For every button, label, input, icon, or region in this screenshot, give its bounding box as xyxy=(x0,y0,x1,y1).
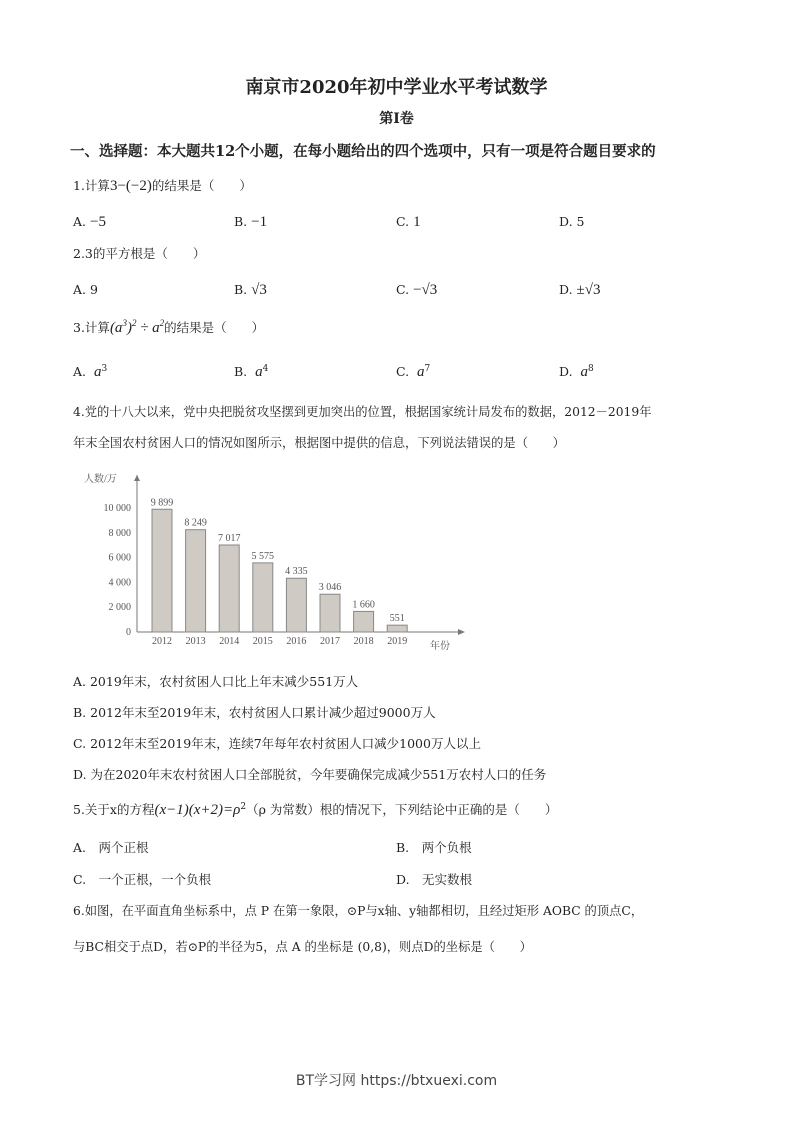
q2-option-b: B. √3 xyxy=(234,282,267,298)
x-axis-arrow xyxy=(458,629,465,635)
bar-value-label: 8 249 xyxy=(184,517,207,529)
q1-option-a: A. −5 xyxy=(73,214,106,230)
bar-2018 xyxy=(354,611,374,632)
question-3: 3.计算$(a^3)^2 \div a^2$的结果是（ ） xyxy=(73,318,265,336)
x-tick-label: 2018 xyxy=(353,636,374,647)
y-tick-label: 0 xyxy=(126,627,131,638)
x-tick-label: 2016 xyxy=(286,636,307,647)
q1-suffix: 的结果是（ ） xyxy=(151,178,252,193)
q2-option-c: C. −√3 xyxy=(396,282,438,298)
bar-2013 xyxy=(186,530,206,632)
y-axis-label: 人数/万 xyxy=(84,474,117,485)
q5-option-a: A. 两个正根 xyxy=(73,840,149,855)
q3-option-b: B. $a^4$ xyxy=(234,364,269,381)
bar-2019 xyxy=(387,625,407,632)
y-tick-label: 4 000 xyxy=(108,577,131,589)
bar-2017 xyxy=(320,594,340,632)
bar-value-label: 9 899 xyxy=(150,497,174,509)
question-4-line1: 4.党的十八大以来，党中央把脱贫攻坚摆到更加突出的位置，根据国家统计局发布的数据，2012－2019年 xyxy=(73,405,652,419)
y-axis-arrow xyxy=(134,475,140,481)
q5-option-d: D. 无实数根 xyxy=(396,872,473,887)
footer-watermark: BT学习网 https://btxuexi.com xyxy=(295,1073,498,1089)
q3-option-a: A. $a^3$ xyxy=(73,364,108,381)
bar-value-label: 3 046 xyxy=(318,582,342,594)
y-tick-label: 10 000 xyxy=(103,503,131,514)
bar-chart xyxy=(70,460,470,650)
q1-option-b: B. −1 xyxy=(234,214,268,230)
q5-option-c: C. 一个正根，一个负根 xyxy=(73,872,212,887)
q1-option-d: D. 5 xyxy=(559,214,585,229)
bar-value-label: 551 xyxy=(389,613,405,625)
volume-heading: 第Ⅰ卷 xyxy=(379,111,414,127)
bar-2015 xyxy=(253,563,273,632)
question-6-line1: 6.如图，在平面直角坐标系中，点 P 在第一象限，⊙P与x轴、y轴都相切，且经过矩形 AOBC 的顶点C， xyxy=(73,904,644,918)
question-4-line2: 年末全国农村贫困人口的情况如图所示，根据图中提供的信息，下列说法错误的是（ ） xyxy=(73,436,565,450)
x-axis-label: 年份 xyxy=(430,641,450,650)
x-tick-label: 2014 xyxy=(219,636,240,647)
q3-option-d: D. $a^8$ xyxy=(559,364,594,381)
q4-option-b: B. 2012年末至2019年末，农村贫困人口累计减少超过9000万人 xyxy=(73,705,436,720)
bar-2014 xyxy=(219,545,239,632)
q1-math: 3−(−2) xyxy=(109,178,152,194)
q3-option-c: C. $a^7$ xyxy=(396,364,431,381)
q4-option-d: D. 为在2020年末农村贫困人口全部脱贫，今年要确保完成减少551万农村人口的任务 xyxy=(73,767,547,782)
x-tick-label: 2017 xyxy=(320,636,340,647)
y-tick-label: 2 000 xyxy=(108,602,131,614)
bar-value-label: 4 335 xyxy=(285,566,308,578)
q4-option-a: A. 2019年末，农村贫困人口比上年末减少551万人 xyxy=(73,674,359,689)
bar-value-label: 7 017 xyxy=(217,532,241,544)
x-tick-label: 2012 xyxy=(152,636,172,647)
section-heading: 一、选择题：本大题共12个小题，在每小题给出的四个选项中，只有一项是符合题目要求的 xyxy=(70,143,656,160)
y-tick-label: 6 000 xyxy=(108,552,131,564)
q5-option-b: B. 两个负根 xyxy=(396,840,472,855)
q1-option-c: C. 1 xyxy=(396,214,421,230)
q1-prefix: 1.计算 xyxy=(73,178,110,193)
y-tick-label: 8 000 xyxy=(108,527,131,539)
question-2: 2.3的平方根是（ ） xyxy=(73,246,206,261)
x-tick-label: 2015 xyxy=(252,636,273,647)
bar-value-label: 1 660 xyxy=(352,599,375,611)
question-5: 5.关于x的方程$(x-1)(x+2)=\rho^2(\rho$ 为常数）根的情况下，下列结论中正确的是（ ） xyxy=(73,801,558,818)
q2-option-d: D. ±√3 xyxy=(559,282,601,298)
bar-value-label: 5 575 xyxy=(251,550,275,562)
page-title: 南京市2020年初中学业水平考试数学 xyxy=(245,77,548,98)
x-tick-label: 2019 xyxy=(387,636,408,647)
question-6-line2: 与BC相交于点D，若⊙P的半径为5，点 A 的坐标是 (0,8)，则点D的坐标是（ ） xyxy=(73,940,532,954)
bar-2016 xyxy=(286,578,306,632)
q2-option-a: A. 9 xyxy=(73,282,98,297)
question-1 xyxy=(73,176,252,195)
x-tick-label: 2013 xyxy=(185,636,206,647)
q4-option-c: C. 2012年末至2019年末，连续7年每年农村贫困人口减少1000万人以上 xyxy=(73,736,481,751)
bar-2012 xyxy=(152,509,172,632)
